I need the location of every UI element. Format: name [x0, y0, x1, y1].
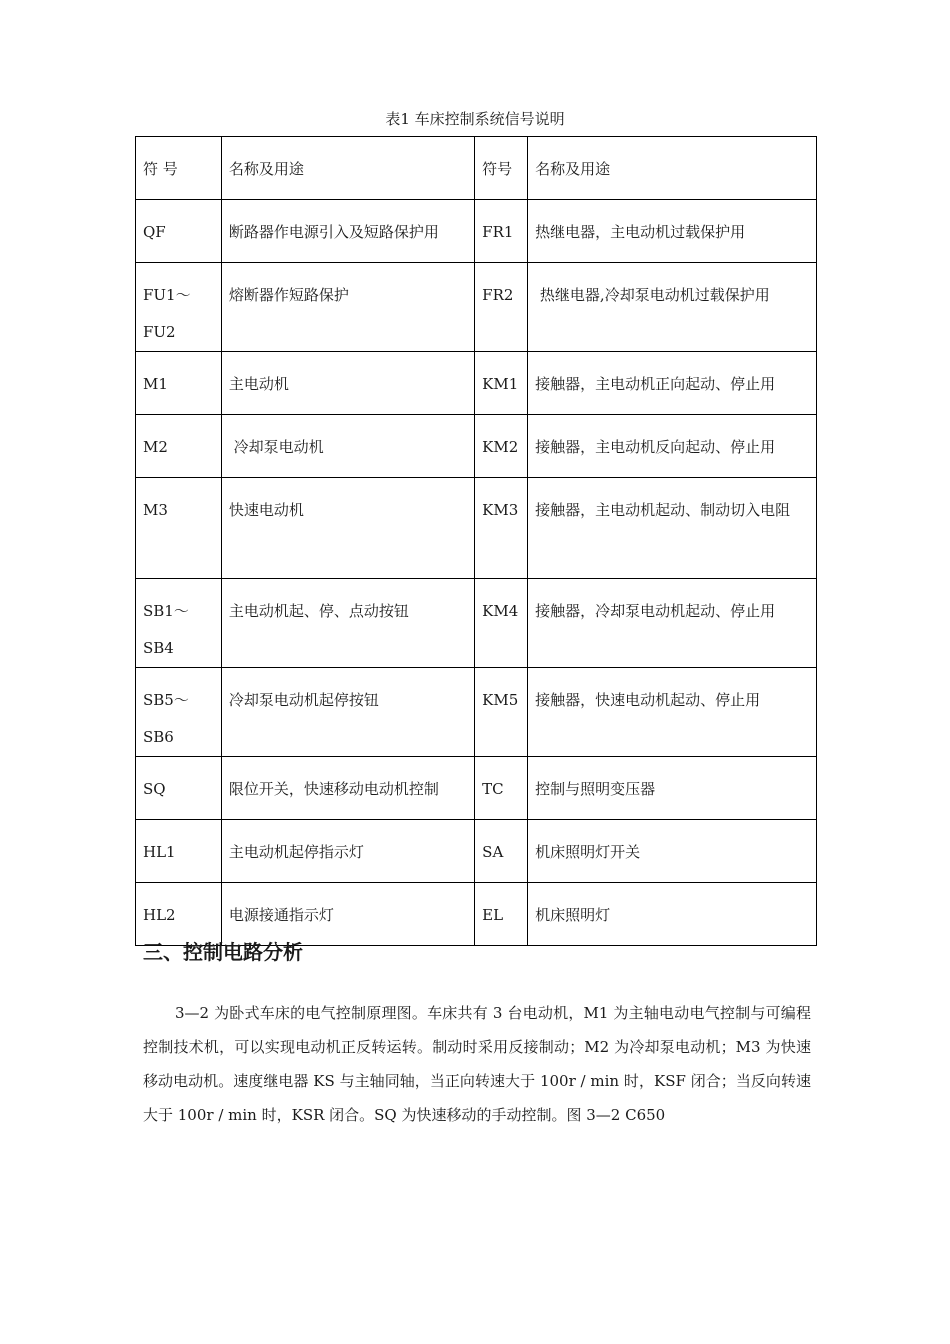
signal-table: [135, 136, 817, 946]
table-cell: 热继电器,冷却泵电动机过载保护用: [528, 263, 817, 352]
table-row: [136, 200, 817, 263]
table-cell: SA: [475, 820, 528, 883]
table-header-row: [136, 137, 817, 200]
header-cell: 符号: [475, 137, 528, 200]
table-cell: 接触器，快速电动机起动、停止用: [528, 668, 817, 757]
header-cell: 符 号: [136, 137, 222, 200]
header-cell: 名称及用途: [528, 137, 817, 200]
table-cell: 机床照明灯: [528, 883, 817, 946]
table-row: [136, 263, 817, 352]
table-cell: KM1: [475, 352, 528, 415]
table-cell: 快速电动机: [221, 478, 474, 579]
table-cell: QF: [136, 200, 222, 263]
body-paragraph: 3—2 为卧式车床的电气控制原理图。车床共有 3 台电动机，M1 为主轴电动电气控制与可编程控制技术机，可以实现电动机正反转运转。制动时采用反接制动；M2 为冷却泵电动机；M3 为快速移动电动机。速度继电器 KS 与主轴同轴，当正向转速大于 100r / min 时，KSF 闭合；当反向转速大于 100r / min 时，KSR 闭合。SQ 为快速移动的手动控制。图 3—2 C650: [143, 1004, 811, 1124]
section-heading: 三、控制电路分析: [143, 940, 303, 964]
header-cell: 名称及用途: [221, 137, 474, 200]
table-cell: 熔断器作短路保护: [221, 263, 474, 352]
table-cell: 机床照明灯开关: [528, 820, 817, 883]
table-cell: 接触器，主电动机正向起动、停止用: [528, 352, 817, 415]
table-cell: 断路器作电源引入及短路保护用: [221, 200, 474, 263]
table-cell: 主电动机起停指示灯: [221, 820, 474, 883]
table-row: [136, 820, 817, 883]
table-cell: 电源接通指示灯: [221, 883, 474, 946]
table-cell: SB5～SB6: [136, 668, 222, 757]
table-cell: HL2: [136, 883, 222, 946]
table-cell: 热继电器，主电动机过载保护用: [528, 200, 817, 263]
table-cell: KM3: [475, 478, 528, 579]
table-cell: 限位开关，快速移动电动机控制: [221, 757, 474, 820]
table-cell: KM4: [475, 579, 528, 668]
table-cell: M3: [136, 478, 222, 579]
table-cell: EL: [475, 883, 528, 946]
table-row: [136, 478, 817, 579]
table-cell: M1: [136, 352, 222, 415]
table-cell: SQ: [136, 757, 222, 820]
table-cell: FR1: [475, 200, 528, 263]
table-cell: 主电动机起、停、点动按钮: [221, 579, 474, 668]
table-cell: FR2: [475, 263, 528, 352]
table-cell: M2: [136, 415, 222, 478]
table-caption: 表1 车床控制系统信号说明: [385, 110, 565, 128]
table-cell: 冷却泵电动机: [221, 415, 474, 478]
table-cell: 主电动机: [221, 352, 474, 415]
table-row: [136, 579, 817, 668]
table-row: [136, 668, 817, 757]
table-cell: 接触器，主电动机反向起动、停止用: [528, 415, 817, 478]
table-row: [136, 415, 817, 478]
table-cell: 控制与照明变压器: [528, 757, 817, 820]
table-cell: 接触器，主电动机起动、制动切入电阻: [528, 478, 817, 579]
table-cell: 冷却泵电动机起停按钮: [221, 668, 474, 757]
table-cell: TC: [475, 757, 528, 820]
table-cell: 接触器，冷却泵电动机起动、停止用: [528, 579, 817, 668]
table-cell: KM2: [475, 415, 528, 478]
table-row: [136, 757, 817, 820]
table-cell: FU1～FU2: [136, 263, 222, 352]
table-cell: HL1: [136, 820, 222, 883]
table-cell: KM5: [475, 668, 528, 757]
table-row: [136, 352, 817, 415]
table-cell: SB1～SB4: [136, 579, 222, 668]
